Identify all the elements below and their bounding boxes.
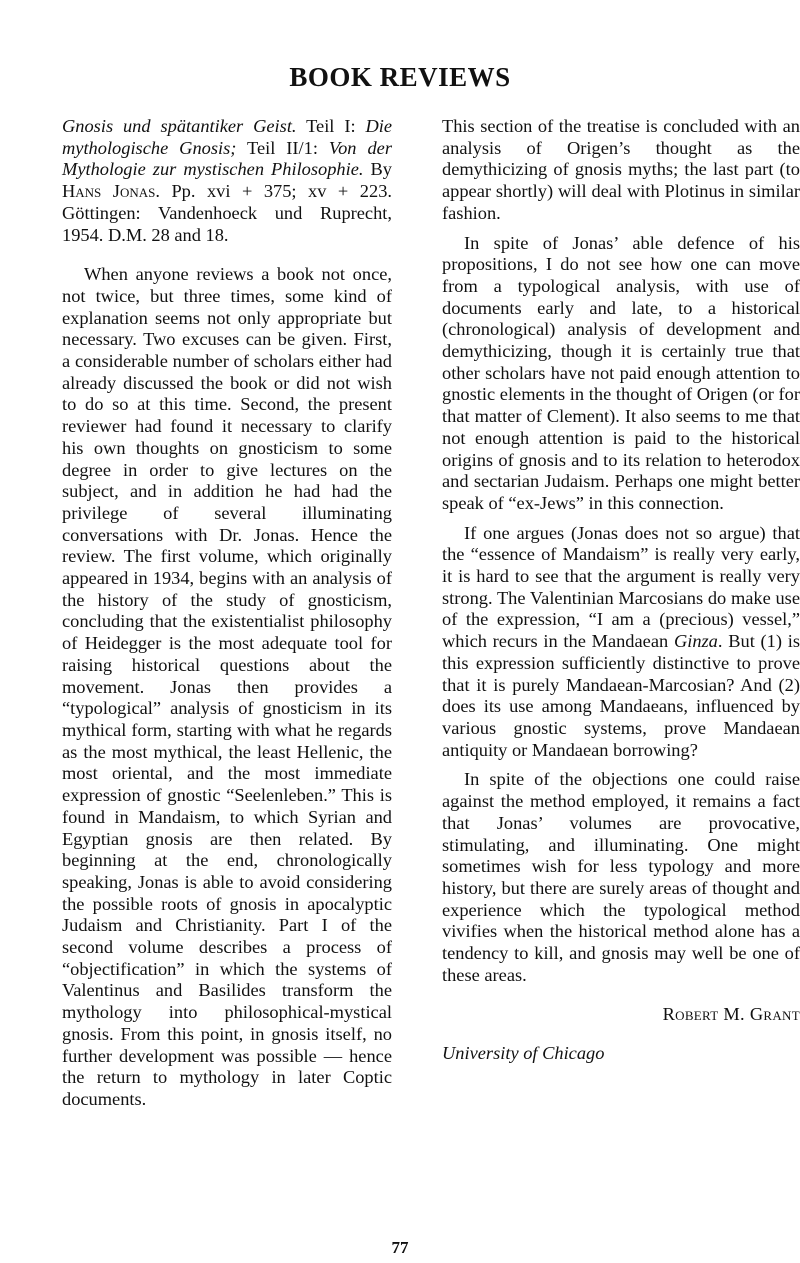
reviewer-signature: Robert M. Grant xyxy=(662,1004,800,1025)
citation-details: . Pp. xvi + 375; xv + 223. Göttingen: Vandenhoeck und Ruprecht, 1954. D.M. 28 and 18. xyxy=(62,181,392,245)
review-paragraph-1: When anyone reviews a book not once, not twice, but three times, some kind of explanation seems not only appropriate but necessary. Two excuses can be given. First, a considerable number of scholars either had already discussed the book or did not wish to do so at this time. Second, the present reviewer had found it necessary to clarify his own thoughts on gnosticism to some degree in order to give lectures on the subject, and in addition he had had the privilege of several illuminating conversations with Dr. Jonas. Hence the review. The first volume, which originally appeared in 1934, begins with an analysis of the history of the study of gnosticism, concluding that the existentialist philosophy of Heidegger is the most adequate tool for raising historical questions about the movement. Jonas then provides a “typological” analysis of gnosticism in its mythical form, starting with what he regards as the most mythical, the least Hellenic, the most oriental, and the most immediate expression of gnostic “Seelenleben.” This is found in Mandaism, to which Syrian and Egyptian gnosis are then related. By beginning at the end, chronologically speaking, Jonas is able to avoid considering the possible roots of gnosis in apocalyptic Judaism and Christianity. Part I of the second volume describes a process of “objectification” in which the systems of Valentinus and Basilides transform the mythology into philosophical-mystical gnosis. From this point, in gnosis itself, no further development was possible — hence the return to mythology in later Coptic documents. xyxy=(62,264,392,1109)
citation-title-part2: Die mythologische Gnosis; xyxy=(62,116,393,158)
paragraph-4-text-a: If one argues (Jonas does not so argue) that the “essence of Mandaism” is really very early, it is hard to see that the argument is really very strong. The Valentinian Marcosians do make use of the expression, “I am a (precious) vessel,” which recurs in the Mandaean xyxy=(442,522,800,652)
page-number: 77 xyxy=(391,1238,409,1257)
book-citation xyxy=(62,116,392,246)
review-paragraph-4 xyxy=(442,523,800,762)
review-paragraph-3: In spite of Jonas’ able defence of his propositions, I do not see how one can move from a typological analysis, with use of documents early and late, to a historical (chronological) analysis of development and demythicizing, though it is certainly true that other scholars have not paid enough attention to gnostic elements in the thought of Origen (or for that matter of Clement). It also seems to me that not enough attention is paid to the historical origins of gnosis and to its relation to heterodox and sectarian Judaism. Perhaps one might better speak of “ex-Jews” in this connection. xyxy=(442,232,800,513)
reviewer-affiliation: University of Chicago xyxy=(442,1043,605,1064)
citation-teil2: Teil II/1: xyxy=(236,137,329,158)
citation-by: By xyxy=(363,159,392,180)
citation-teil1: Teil I: xyxy=(296,116,366,136)
ginza-title: Ginza xyxy=(673,631,718,652)
citation-title-part1: Gnosis und spätantiker Geist. xyxy=(62,116,297,136)
citation-title-part3: Von der Mythologie zur mystischen Philosophie. xyxy=(62,137,392,180)
paragraph-4-text-b: . But (1) is this expression sufficiently distinctive to prove that it is purely Mandaean-Marcosian? And (2) does its use among Mandaeans, influenced by various gnostic systems, prove Mandaean antiquity or Mandaean borrowing? xyxy=(442,631,800,760)
page-title: BOOK REVIEWS xyxy=(289,62,511,92)
citation-author: Hans Jonas xyxy=(62,181,156,202)
left-column xyxy=(62,116,392,1111)
review-paragraph-2: This section of the treatise is concluded with an analysis of Origen’s thought as the demythicizing of gnosis myths; the last part (to appear shortly) will deal with Plotinus in similar fashion. xyxy=(442,116,800,223)
right-column xyxy=(442,116,800,1064)
review-paragraph-5: In spite of the objections one could raise against the method employed, it remains a fact that Jonas’ volumes are provocative, stimulating, and illuminating. One might sometimes wish for less typology and more history, but there are surely areas of thought and experience which the typological method vivifies when the historical method alone has a tendency to kill, and gnosis may well be one of these areas. xyxy=(442,769,800,985)
